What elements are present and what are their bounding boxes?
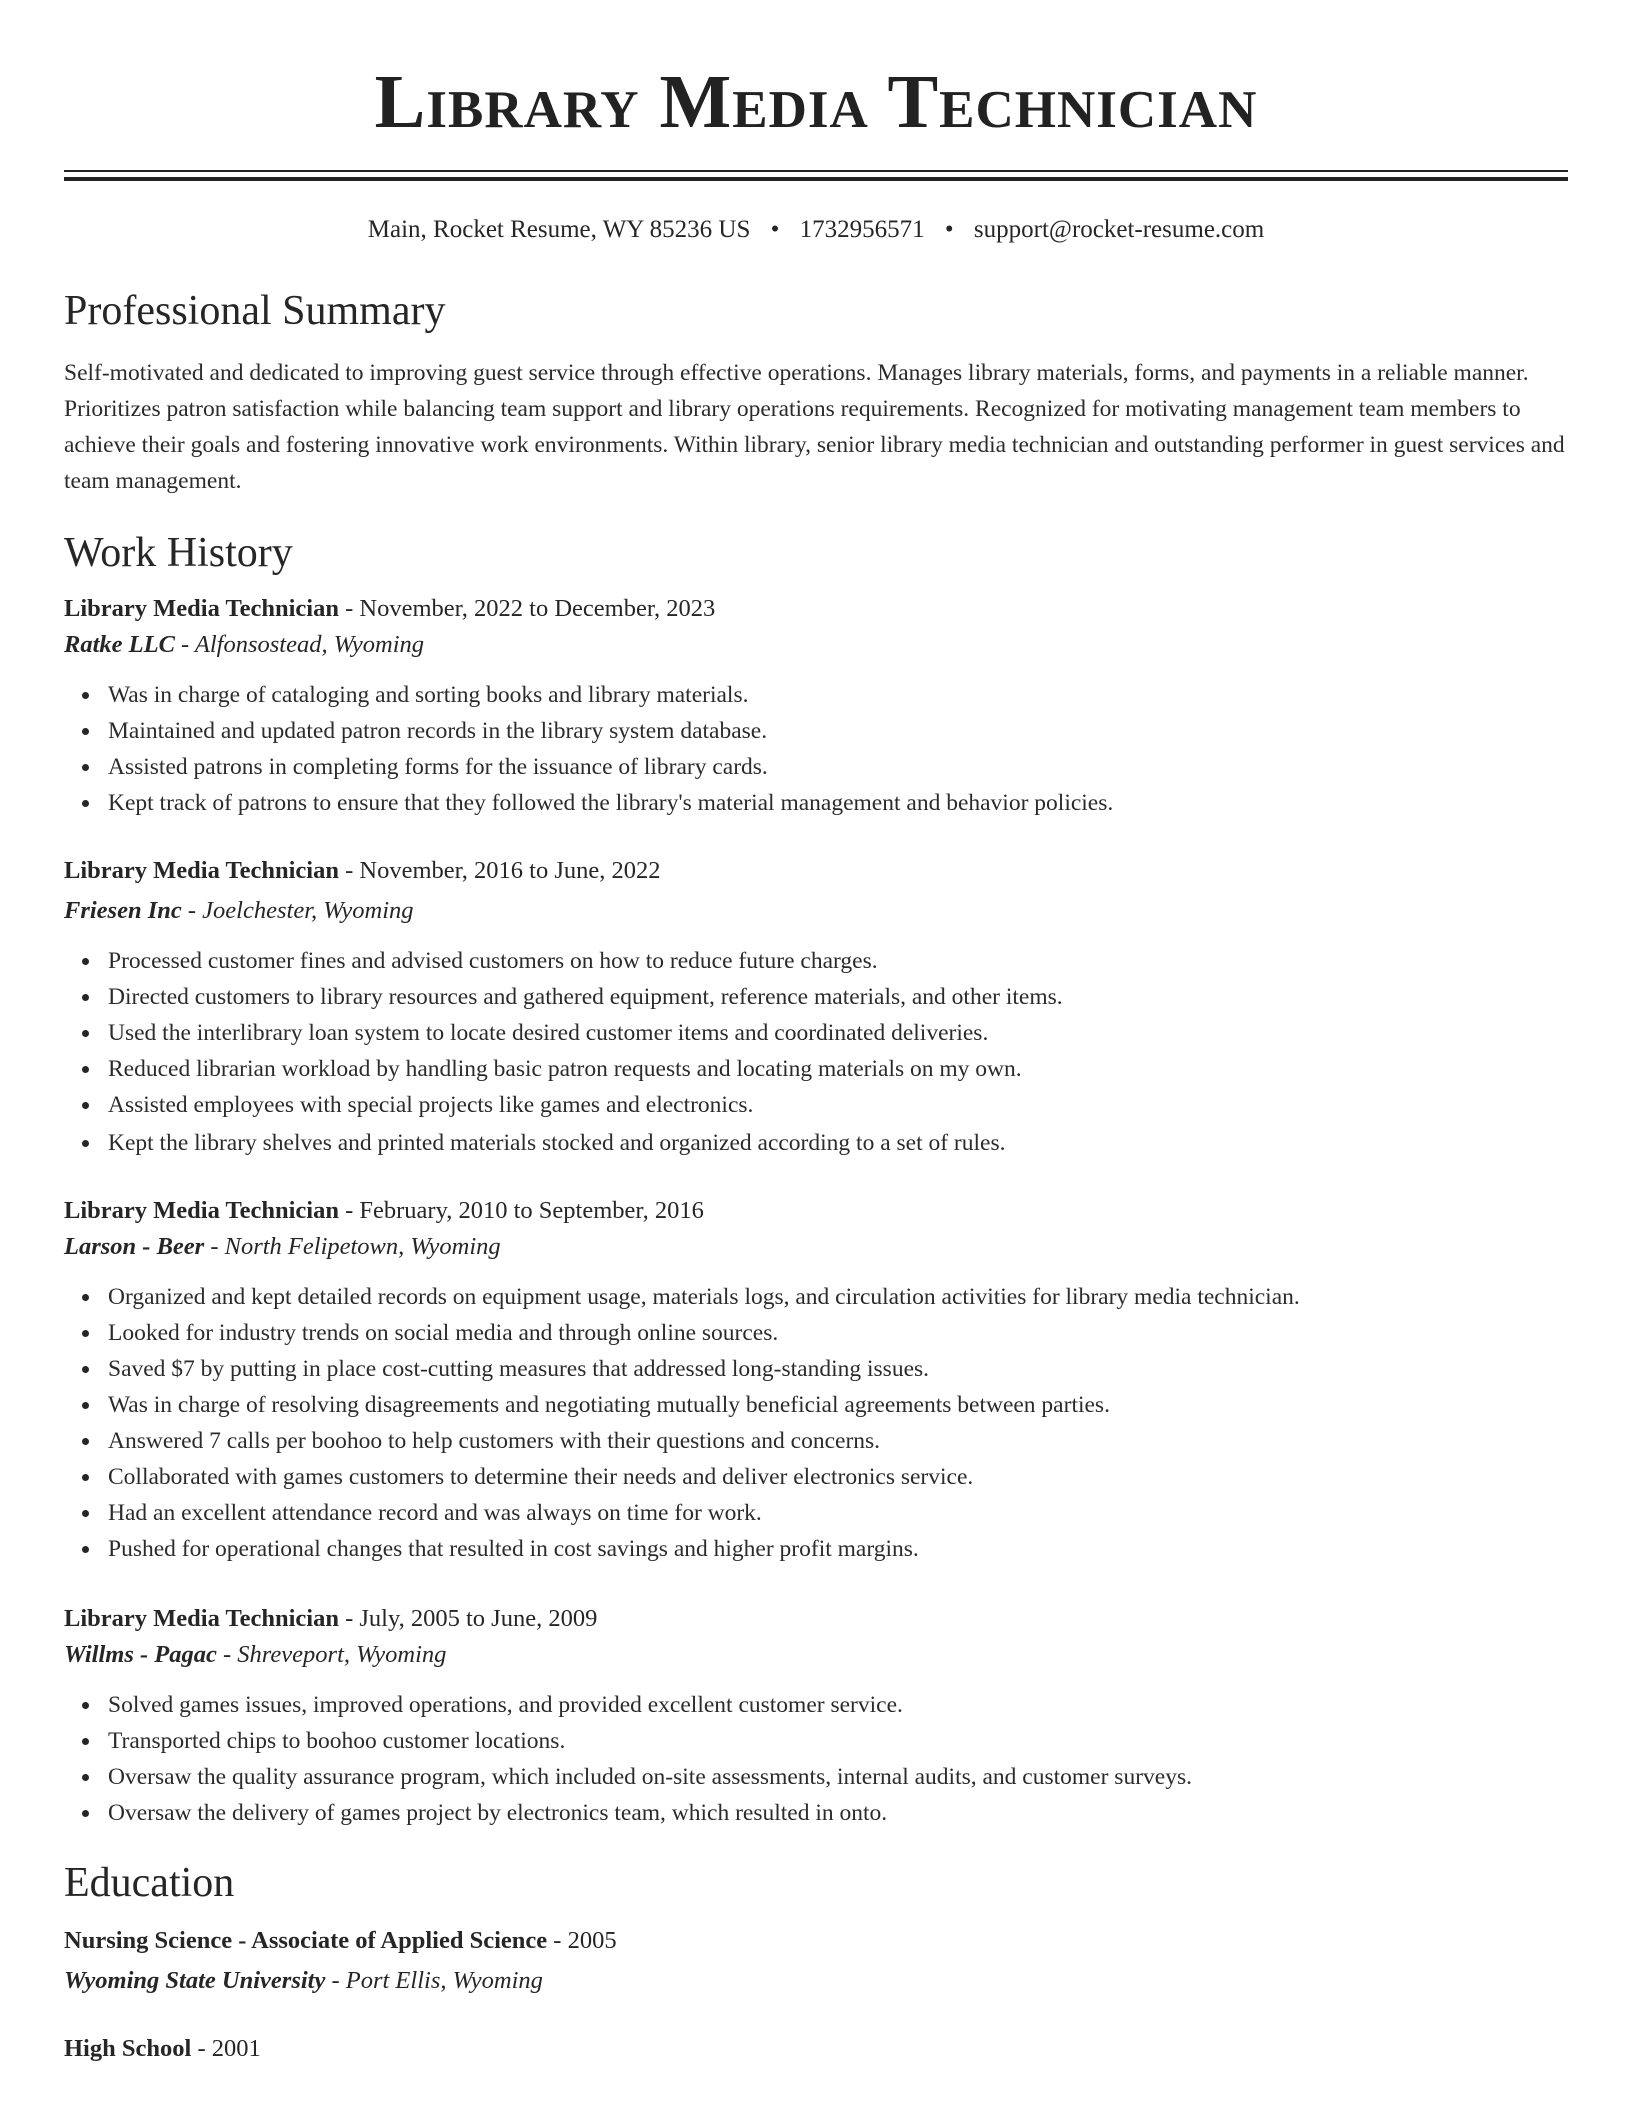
- job-dates: - November, 2016 to June, 2022: [338, 857, 661, 884]
- job-company-line: [64, 1637, 1568, 1673]
- job-dates: - November, 2022 to December, 2023: [338, 595, 716, 622]
- list-item: Pushed for operational changes that resulted in cost savings and higher profit margins.: [108, 1531, 1568, 1567]
- list-item: Oversaw the quality assurance program, which included on-site assessments, internal audits, and customer surveys.: [108, 1759, 1568, 1795]
- job-duties: [64, 943, 1568, 1161]
- work-history-heading: Work History: [64, 530, 293, 576]
- resume-page: [64, 0, 1568, 2067]
- list-item: Processed customer fines and advised customers on how to reduce future charges.: [108, 943, 1568, 979]
- list-item: Used the interlibrary loan system to locate desired customer items and coordinated deliveries.: [108, 1015, 1568, 1051]
- list-item: Solved games issues, improved operations, and provided excellent customer service.: [108, 1687, 1568, 1723]
- education-degree: Nursing Science - Associate of Applied Science: [64, 1927, 548, 1954]
- job-role: Library Media Technician: [64, 857, 339, 884]
- contact-email: support@rocket-resume.com: [973, 216, 1265, 243]
- job-company-line: [64, 1229, 1568, 1265]
- education-degree-line: [64, 1923, 1568, 1959]
- job-role: Library Media Technician: [64, 1605, 339, 1632]
- header-double-rule: [64, 170, 1568, 181]
- job-company-line: [64, 893, 1568, 929]
- list-item: Was in charge of cataloging and sorting books and library materials.: [108, 677, 1568, 713]
- education-school: Wyoming State University: [64, 1967, 326, 1994]
- education-degree: High School: [64, 2035, 192, 2062]
- contact-address: Main, Rocket Resume, WY 85236 US: [367, 216, 751, 243]
- job-title-line: [64, 1193, 1568, 1229]
- education-heading: Education: [64, 1860, 235, 1906]
- job-title-line: [64, 1601, 1568, 1637]
- job-title-line: [64, 591, 1568, 627]
- list-item: Organized and kept detailed records on equipment usage, materials logs, and circulation activities for library media technician.: [108, 1279, 1568, 1315]
- list-item: Oversaw the delivery of games project by electronics team, which resulted in onto.: [108, 1795, 1568, 1831]
- list-item: Was in charge of resolving disagreements and negotiating mutually beneficial agreements between parties.: [108, 1387, 1568, 1423]
- list-item: Looked for industry trends on social media and through online sources.: [108, 1315, 1568, 1351]
- education-school-line: [64, 1963, 1568, 1999]
- job-entry: [64, 853, 1568, 1161]
- education-degree-line: [64, 2031, 1568, 2067]
- job-entry: [64, 1601, 1568, 1831]
- education-year: - 2005: [547, 1927, 617, 1954]
- job-duties: [64, 677, 1568, 821]
- job-company: Willms - Pagac: [64, 1641, 217, 1668]
- education-location: - Port Ellis, Wyoming: [325, 1967, 543, 1994]
- job-company: Larson - Beer: [64, 1233, 205, 1260]
- resume-name: Library Media Technician: [374, 60, 1258, 144]
- list-item: Reduced librarian workload by handling basic patron requests and locating materials on my own.: [108, 1051, 1568, 1087]
- job-location: - Alfonsostead, Wyoming: [174, 631, 425, 658]
- list-item: Kept track of patrons to ensure that they followed the library's material management and behavior policies.: [108, 785, 1568, 821]
- job-duties: [64, 1279, 1568, 1567]
- job-company: Friesen Inc: [64, 897, 182, 924]
- job-location: - Shreveport, Wyoming: [216, 1641, 447, 1668]
- list-item: Collaborated with games customers to determine their needs and deliver electronics service.: [108, 1459, 1568, 1495]
- job-title-line: [64, 853, 1568, 889]
- contact-separator: •: [944, 216, 954, 243]
- list-item: Saved $7 by putting in place cost-cutting measures that addressed long-standing issues.: [108, 1351, 1568, 1387]
- contact-separator: •: [770, 216, 780, 243]
- job-company-line: [64, 627, 1568, 663]
- contact-phone: 1732956571: [799, 216, 925, 243]
- list-item: Assisted patrons in completing forms for the issuance of library cards.: [108, 749, 1568, 785]
- list-item: Had an excellent attendance record and was always on time for work.: [108, 1495, 1568, 1531]
- job-dates: - July, 2005 to June, 2009: [338, 1605, 598, 1632]
- job-role: Library Media Technician: [64, 1197, 339, 1224]
- job-role: Library Media Technician: [64, 595, 339, 622]
- list-item: Maintained and updated patron records in the library system database.: [108, 713, 1568, 749]
- list-item: Transported chips to boohoo customer locations.: [108, 1723, 1568, 1759]
- job-location: - Joelchester, Wyoming: [181, 897, 414, 924]
- contact-line: [64, 215, 1568, 245]
- list-item: Assisted employees with special projects like games and electronics.: [108, 1087, 1568, 1123]
- job-dates: - February, 2010 to September, 2016: [338, 1197, 704, 1224]
- list-item: Directed customers to library resources and gathered equipment, reference materials, and other items.: [108, 979, 1568, 1015]
- education-year: - 2001: [191, 2035, 261, 2062]
- education-entry: [64, 1923, 1568, 1999]
- summary-text: Self-motivated and dedicated to improving guest service through effective operations. Manages library materials, forms, and payments in a reliable manner. Prioritizes patron satisfaction while balancing team support and library operations requirements. Recognized for motivating management team members to achieve their goals and fostering innovative work environments. Within library, senior library media technician and outstanding performer in guest services and team management.: [64, 360, 1565, 494]
- job-entry: [64, 1193, 1568, 1567]
- summary-heading: Professional Summary: [64, 288, 446, 334]
- education-entry: [64, 2031, 1568, 2067]
- job-location: - North Felipetown, Wyoming: [204, 1233, 501, 1260]
- job-duties: [64, 1687, 1568, 1831]
- list-item: Answered 7 calls per boohoo to help customers with their questions and concerns.: [108, 1423, 1568, 1459]
- job-company: Ratke LLC: [64, 631, 175, 658]
- list-item: Kept the library shelves and printed materials stocked and organized according to a set of rules.: [108, 1125, 1568, 1161]
- job-entry: [64, 591, 1568, 821]
